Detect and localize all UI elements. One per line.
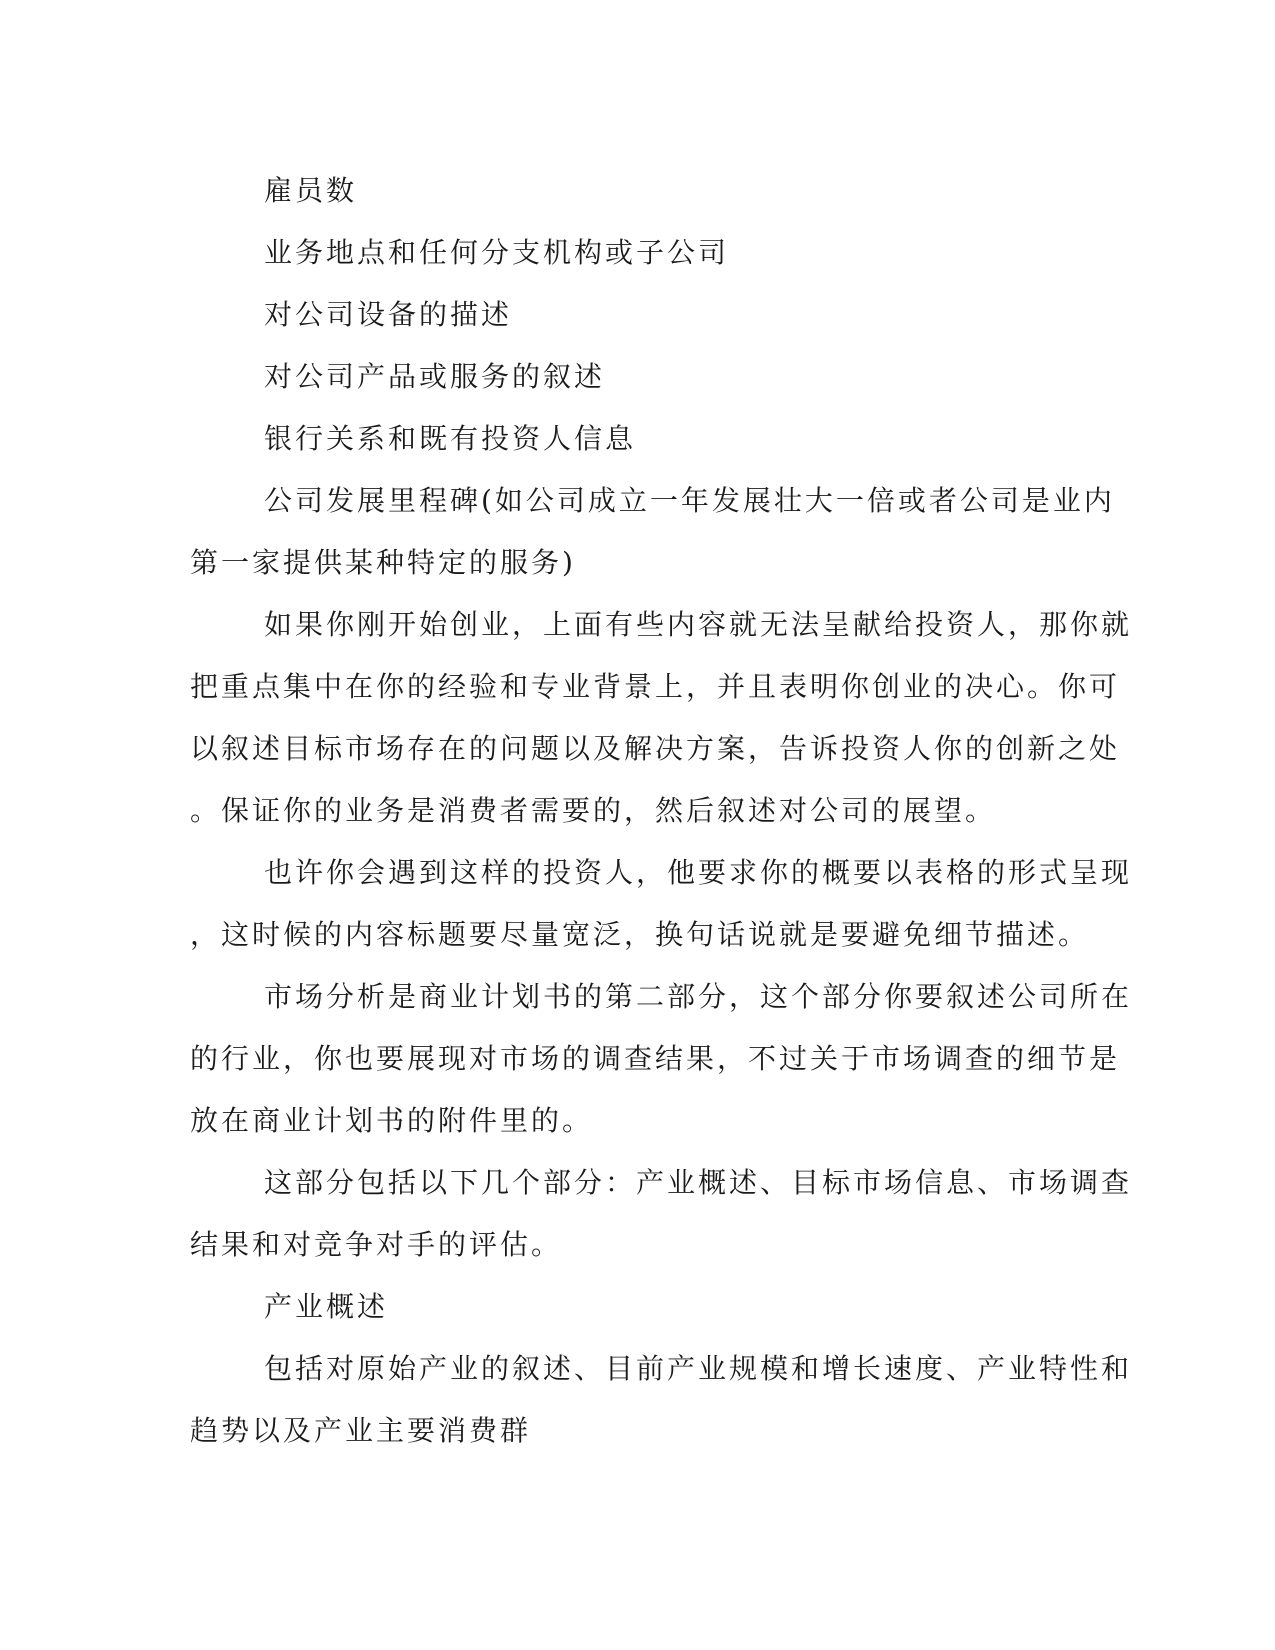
text-line: 雇员数 xyxy=(264,174,358,207)
document-body xyxy=(190,160,1133,1462)
section-heading: 产业概述 xyxy=(264,1290,389,1323)
text-line: 。保证你的业务是消费者需要的，然后叙述对公司的展望。 xyxy=(190,794,997,827)
text-line: 如果你刚开始创业，上面有些内容就无法呈献给投资人，那你就 xyxy=(264,608,1133,641)
text-line: 对公司设备的描述 xyxy=(264,298,513,331)
text-line: 把重点集中在你的经验和专业背景上，并且表明你创业的决心。你可 xyxy=(190,670,1121,703)
text-line: 公司发展里程碑(如公司成立一年发展壮大一倍或者公司是业内 xyxy=(264,484,1115,517)
text-line: 市场分析是商业计划书的第二部分，这个部分你要叙述公司所在 xyxy=(264,980,1133,1013)
text-line: 趋势以及产业主要消费群 xyxy=(190,1414,532,1447)
text-line: 的行业，你也要展现对市场的调查结果，不过关于市场调查的细节是 xyxy=(190,1042,1121,1075)
text-line: 银行关系和既有投资人信息 xyxy=(264,422,637,455)
text-line: 放在商业计划书的附件里的。 xyxy=(190,1104,594,1137)
text-line: ，这时候的内容标题要尽量宽泛，换句话说就是要避免细节描述。 xyxy=(190,918,1090,951)
text-line: 第一家提供某种特定的服务) xyxy=(190,546,576,579)
text-line: 结果和对竞争对手的评估。 xyxy=(190,1228,563,1261)
text-line: 这部分包括以下几个部分：产业概述、目标市场信息、市场调查 xyxy=(264,1166,1133,1199)
text-line: 业务地点和任何分支机构或子公司 xyxy=(264,236,730,269)
text-line: 包括对原始产业的叙述、目前产业规模和增长速度、产业特性和 xyxy=(264,1352,1133,1385)
text-line: 对公司产品或服务的叙述 xyxy=(264,360,606,393)
text-line: 以叙述目标市场存在的问题以及解决方案，告诉投资人你的创新之处 xyxy=(190,732,1121,765)
text-line: 也许你会遇到这样的投资人，他要求你的概要以表格的形式呈现 xyxy=(264,856,1133,889)
